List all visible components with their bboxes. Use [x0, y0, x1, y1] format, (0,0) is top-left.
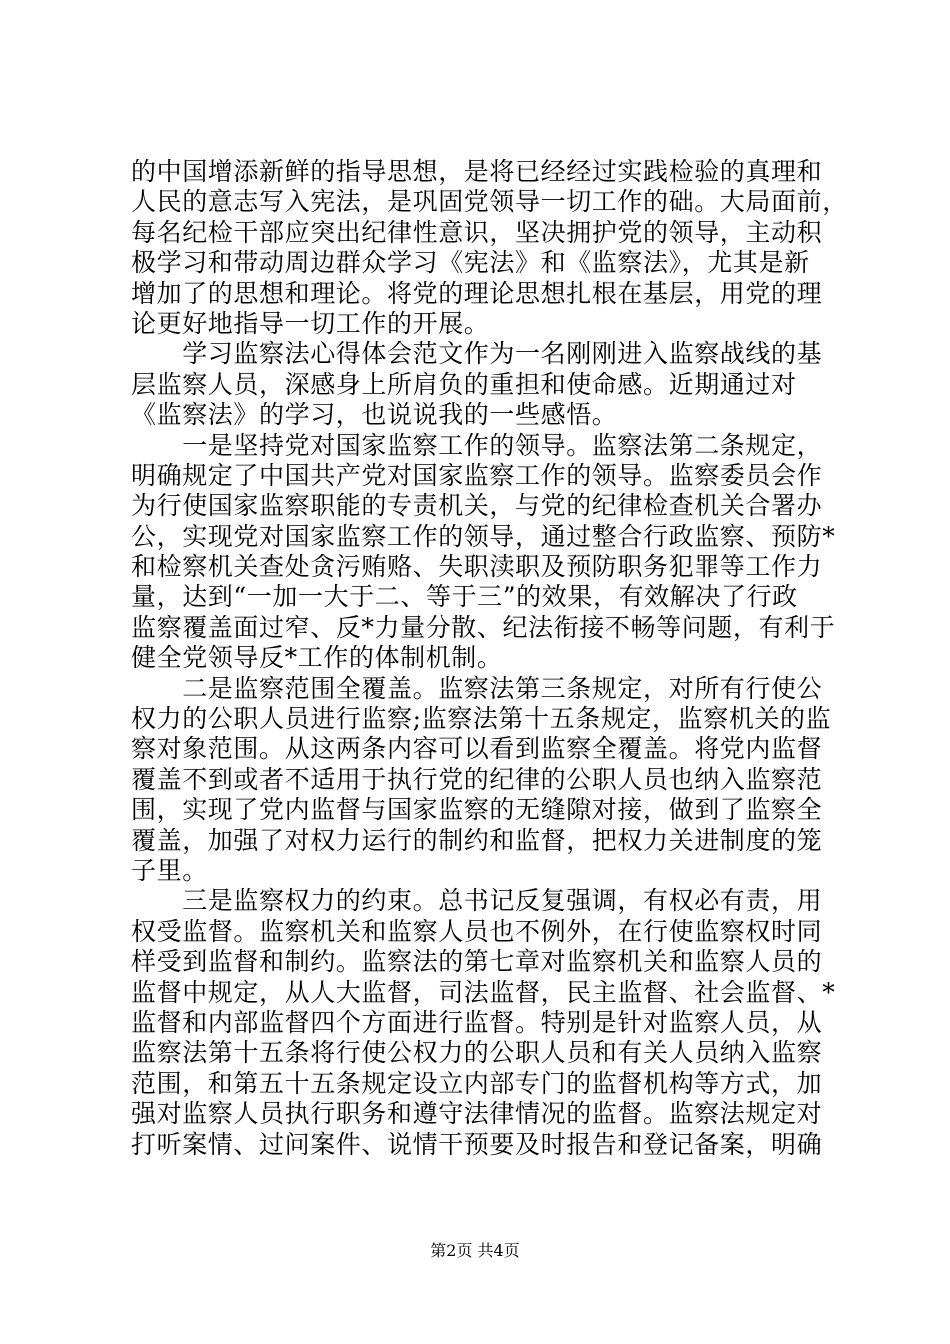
text-line: 为行使国家监察职能的专责机关，与党的纪律检查机关合署办: [131, 491, 823, 521]
text-line: 权力的公职人员进行监察;监察法第十五条规定，监察机关的监: [131, 704, 832, 734]
text-line: 论更好地指导一切工作的开展。: [131, 308, 490, 338]
text-line: 每名纪检干部应突出纪律性意识，坚决拥护党的领导，主动积: [131, 217, 823, 247]
text-line: 健全党领导反*工作的体制机制。: [131, 643, 503, 673]
text-line: 监察法第十五条将行使公权力的公职人员和有关人员纳入监察: [131, 1038, 823, 1068]
text-line: 覆盖不到或者不适用于执行党的纪律的公职人员也纳入监察范: [131, 764, 823, 794]
text-line: 打听案情、过问案件、说情干预要及时报告和登记备案，明确: [131, 1129, 823, 1159]
text-line: 子里。: [131, 855, 208, 885]
text-line: 公，实现党对国家监察工作的领导，通过整合行政监察、预防*: [131, 521, 836, 551]
text-line: 监察覆盖面过窄、反*力量分散、纪法衔接不畅等问题，有利于: [131, 612, 836, 642]
text-line: 范围，和第五十五条规定设立内部专门的监督机构等方式，加: [131, 1068, 823, 1098]
text-line: 明确规定了中国共产党对国家监察工作的领导。监察委员会作: [131, 460, 823, 490]
text-line: 强对监察人员执行职务和遵守法律情况的监督。监察法规定对: [131, 1099, 823, 1129]
text-line: 三是监察权力的约束。总书记反复强调，有权必有责，用: [131, 886, 823, 916]
text-line: 极学习和带动周边群众学习《宪法》和《监察法》，尤其是新: [131, 248, 810, 278]
text-line: 察对象范围。从这两条内容可以看到监察全覆盖。将党内监督: [131, 734, 823, 764]
text-line: 二是监察范围全覆盖。监察法第三条规定，对所有行使公: [131, 673, 823, 703]
text-line: 监督和内部监督四个方面进行监督。特别是针对监察人员，从: [131, 1007, 823, 1037]
text-line: 学习监察法心得体会范文作为一名刚刚进入监察战线的基: [131, 339, 823, 369]
text-line: 层监察人员，深感身上所肩负的重担和使命感。近期通过对: [131, 369, 797, 399]
text-line: 增加了的思想和理论。将党的理论思想扎根在基层，用党的理: [131, 278, 823, 308]
text-line: 围，实现了党内监督与国家监察的无缝隙对接，做到了监察全: [131, 795, 823, 825]
page-footer: 第2页 共4页: [430, 1241, 520, 1260]
text-line: 样受到监督和制约。监察法的第七章对监察机关和监察人员的: [131, 947, 823, 977]
text-line: 权受监督。监察机关和监察人员也不例外，在行使监察权时同: [131, 916, 823, 946]
body-text: [131, 157, 848, 1160]
text-line: 监督中规定，从人大监督，司法监督，民主监督、社会监督、*: [131, 977, 836, 1007]
text-line: 量，达到“一加一大于二、等于三”的效果，有效解决了行政: [131, 582, 798, 612]
text-line: 覆盖，加强了对权力运行的制约和监督，把权力关进制度的笼: [131, 825, 823, 855]
text-line: 人民的意志写入宪法，是巩固党领导一切工作的础。大局面前，: [131, 187, 848, 217]
text-line: 一是坚持党对国家监察工作的领导。监察法第二条规定，: [131, 430, 823, 460]
text-line: 和检察机关查处贪污贿赂、失职渎职及预防职务犯罪等工作力: [131, 552, 823, 582]
text-line: 的中国增添新鲜的指导思想，是将已经经过实践检验的真理和: [131, 157, 823, 186]
text-line: 《监察法》的学习，也说说我的一些感悟。: [131, 400, 618, 430]
